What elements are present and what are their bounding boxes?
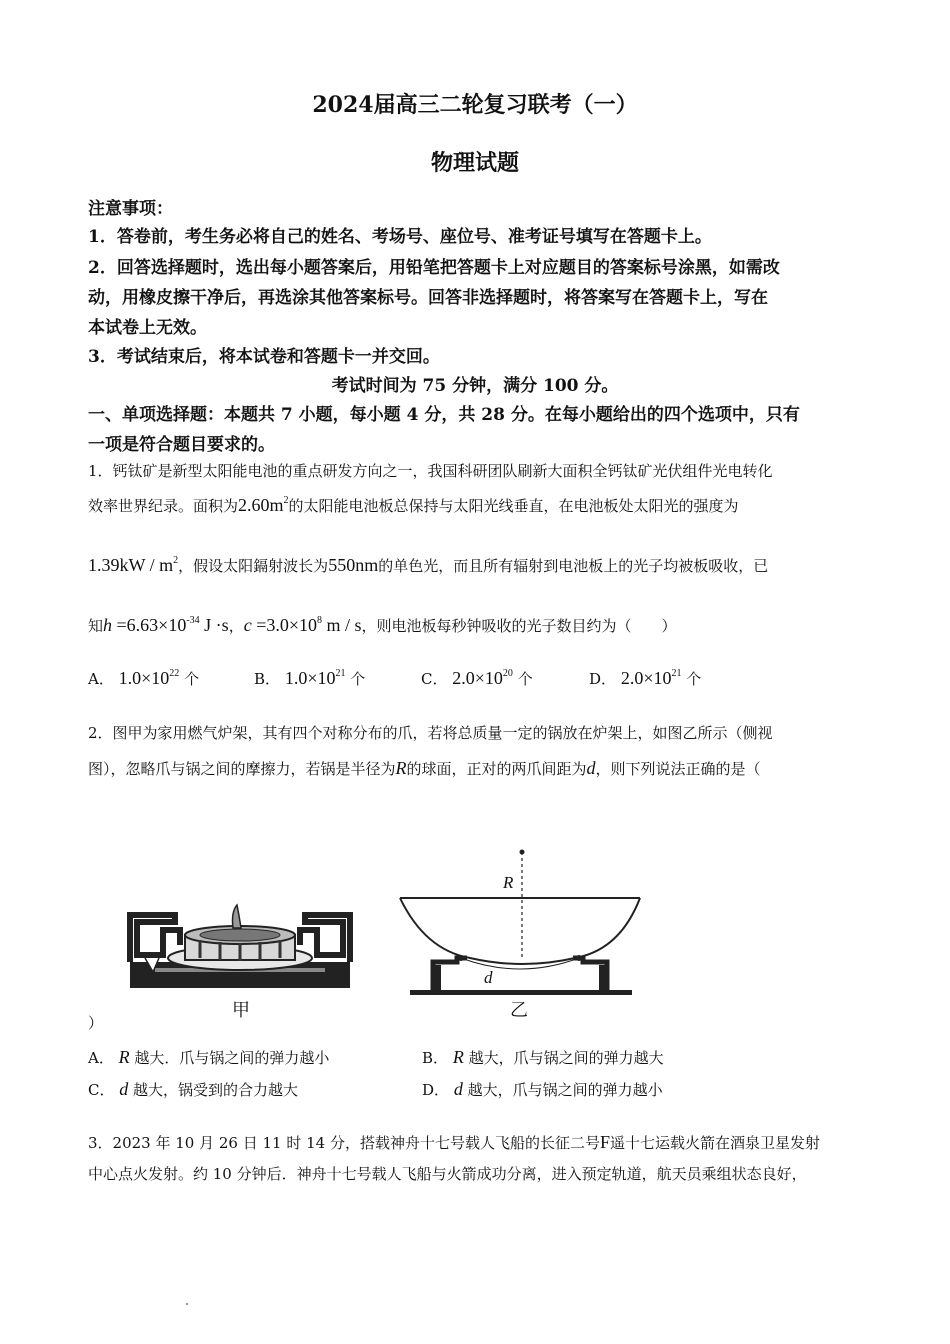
pot-figure-yi xyxy=(395,840,645,1002)
q2-option-d: D． d 越大，爪与锅之间的弹力越小 xyxy=(422,1079,663,1099)
q1-option-b: B． $1.0\times 10^{21}$ 个 xyxy=(254,668,366,688)
q3-line-2: 中心点火发射。约 10 分钟后．神舟十七号载人飞船与火箭成功分离，进入预定轨道，航天员乘组状态良好， xyxy=(88,1165,807,1183)
q1-text: ，则电池板每秒钟吸收的光子数目约为（ ） xyxy=(361,617,677,635)
q1-wavelength: 550nm xyxy=(328,555,379,575)
q1-text: 知 xyxy=(88,617,104,635)
q2-close-paren: ） xyxy=(88,1014,104,1032)
q1-intensity: $1.39kW / m^2$ xyxy=(88,555,179,575)
q2-option-a: A． R 越大．爪与锅之间的弹力越小 xyxy=(88,1047,330,1067)
q1-option-c: C． $2.0\times 10^{20}$ 个 xyxy=(421,668,533,688)
q1-text: ，假设太阳鎘射波长为 xyxy=(178,557,329,575)
q2-option-b: B． R 越大，爪与锅之间的弹力越大 xyxy=(422,1047,664,1067)
notice-item-2-line-1: 2．回答选择题时，选出每小题答案后，用铅笔把答题卡上对应题目的答案标号涂黑，如需改 xyxy=(88,258,780,278)
exam-time-note: 考试时间为 75 分钟，满分 100 分。 xyxy=(331,376,619,396)
page-mark xyxy=(186,1303,188,1305)
light-speed-value: $=3.0\times 10^8$ m / s xyxy=(251,615,362,635)
q3-line-1: 3．2023 年 10 月 26 日 11 时 14 分，搭载神舟十七号载人飞船的长征二号F遥十七运载火箭在酒泉卫星发射 xyxy=(88,1132,821,1152)
q2-line-2: 图），忽略爪与锅之间的摩擦力，若锅是半径为R的球面，正对的两爪间距为d，则下列说法正确的是（ xyxy=(88,758,761,778)
q1-line-1: 1．钙钛矿是新型太阳能电池的重点研发方向之一，我国科研团队刷新大面积全钙钛矿光伏组件光电转化 xyxy=(88,462,773,480)
figure-label-jia: 甲 xyxy=(232,1000,250,1021)
q1-text: 效率世界纪录。面积为 xyxy=(88,497,239,515)
notice-item-1: 1．答卷前，考生务必将自己的姓名、考场号、座位号、准考证号填写在答题卡上。 xyxy=(88,227,712,247)
q1-line-2 xyxy=(88,495,739,516)
q1-option-a: A． $1.0\times 10^{22}$ 个 xyxy=(88,668,200,688)
notice-item-3: 3．考试结束后，将本试卷和答题卡一并交回。 xyxy=(88,347,440,367)
section-1-heading-line-1: 一、单项选择题：本题共 7 小题，每小题 4 分，共 28 分。在每小题给出的四个选项中，只有 xyxy=(88,405,800,425)
figure-label-d: d xyxy=(484,968,493,987)
q1-option-d: D． $2.0\times 10^{21}$ 个 xyxy=(589,668,702,688)
q2-option-c: C． d 越大，锅受到的合力越大 xyxy=(88,1079,299,1099)
q1-area: $2.60m^2$ xyxy=(238,495,289,515)
section-1-heading-line-2: 一项是符合题目要求的。 xyxy=(88,435,275,455)
notice-heading: 注意事项： xyxy=(88,199,173,219)
exam-title: 2024届高三二轮复习联考（一） xyxy=(312,92,638,118)
planck-symbol: h xyxy=(103,615,113,635)
q1-text: ， xyxy=(228,617,244,635)
q2-line-1: 2．图甲为家用燃气炉架，其有四个对称分布的爪，若将总质量一定的锅放在炉架上，如图乙所示（侧视 xyxy=(88,724,773,742)
light-speed-symbol: c xyxy=(243,615,252,635)
notice-item-2-line-3: 本试卷上无效。 xyxy=(88,318,207,338)
q1-line-4 xyxy=(88,615,677,636)
figure-label-R: R xyxy=(503,873,514,892)
q1-text: 的太阳能电池板总保持与太阳光线垂直，在电池板处太阳光的强度为 xyxy=(288,497,739,515)
exam-subtitle: 物理试题 xyxy=(430,150,519,176)
q1-text: 的单色光，而且所有辐射到电池板上的光子均被板吸收，已 xyxy=(378,557,769,575)
notice-item-2-line-2: 动，用橡皮擦干净后，再选涂其他答案标号。回答非选择题时，将答案写在答题卡上，写在 xyxy=(88,288,768,308)
figure-label-yi: 乙 xyxy=(510,1000,528,1021)
q1-line-3 xyxy=(88,555,768,576)
planck-value: $=6.63\times 10^{-34}$ J ·s xyxy=(112,615,229,635)
